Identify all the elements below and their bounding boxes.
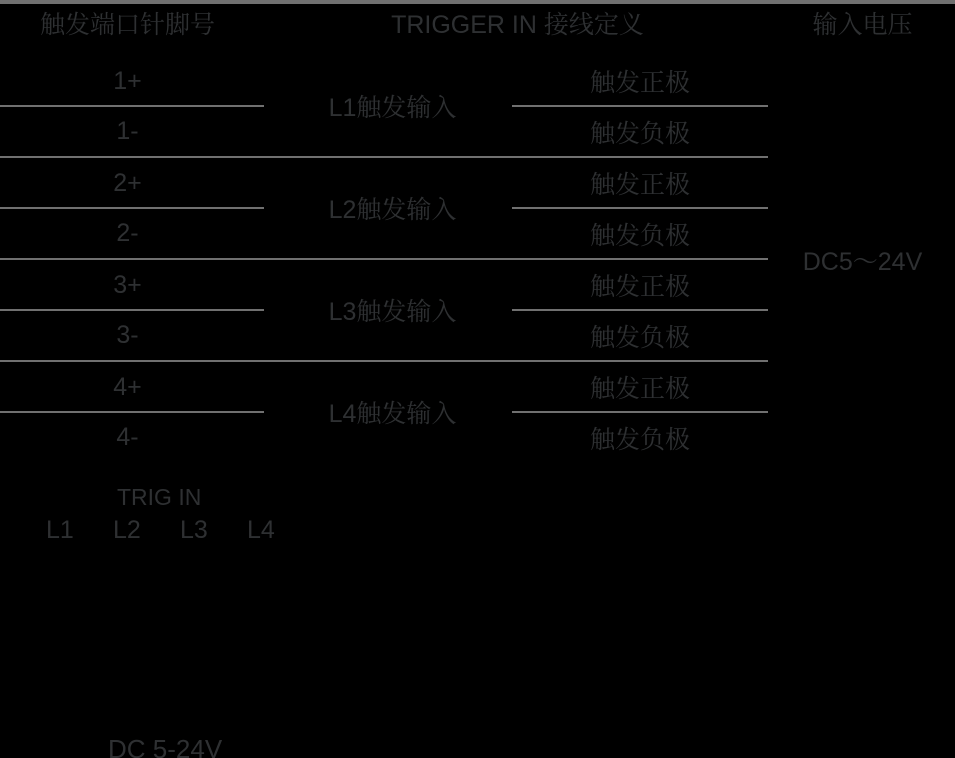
channel-l4-label: L4 bbox=[247, 516, 275, 544]
pin-plus-label: 3+ bbox=[113, 270, 142, 299]
trigger-positive-label: 触发正极 bbox=[589, 273, 690, 301]
pin-plus-label: 4+ bbox=[113, 372, 142, 401]
trigger-negative-label: 触发负极 bbox=[589, 425, 690, 454]
pin-plus-label: 2+ bbox=[113, 168, 142, 197]
header-pin-column: 触发端口针脚号 bbox=[39, 11, 215, 39]
power-supply-label: DC 5-24V bbox=[108, 734, 223, 758]
header-voltage-column: 输入电压 bbox=[812, 11, 913, 39]
trigger-positive-label: 触发正极 bbox=[589, 375, 690, 403]
trigger-positive-label: 触发正极 bbox=[589, 171, 690, 199]
trigger-input-label: L3触发输入 bbox=[328, 298, 457, 326]
trigger-input-label: L2触发输入 bbox=[328, 196, 457, 224]
trigger-negative-label: 触发负极 bbox=[589, 323, 690, 352]
channel-l3-label: L3 bbox=[180, 516, 208, 544]
pin-minus-label: 4- bbox=[116, 423, 139, 451]
trigger-negative-label: 触发负极 bbox=[589, 119, 690, 148]
trigger-input-label: L1触发输入 bbox=[328, 94, 457, 122]
trigger-negative-label: 触发负极 bbox=[589, 221, 690, 250]
channel-l2-label: L2 bbox=[113, 516, 141, 544]
header-definition-column: TRIGGER IN 接线定义 bbox=[391, 11, 644, 39]
input-voltage-value: DC5～24V bbox=[802, 248, 923, 276]
trigger-positive-label: 触发正极 bbox=[589, 69, 690, 97]
pin-minus-label: 1- bbox=[116, 117, 139, 145]
pin-minus-label: 3- bbox=[116, 321, 139, 349]
pin-minus-label: 2- bbox=[116, 219, 139, 247]
trigger-input-label: L4触发输入 bbox=[328, 400, 457, 428]
pin-plus-label: 1+ bbox=[113, 66, 142, 95]
trig-in-port-label: TRIG IN bbox=[117, 484, 202, 510]
channel-l1-label: L1 bbox=[46, 516, 74, 544]
